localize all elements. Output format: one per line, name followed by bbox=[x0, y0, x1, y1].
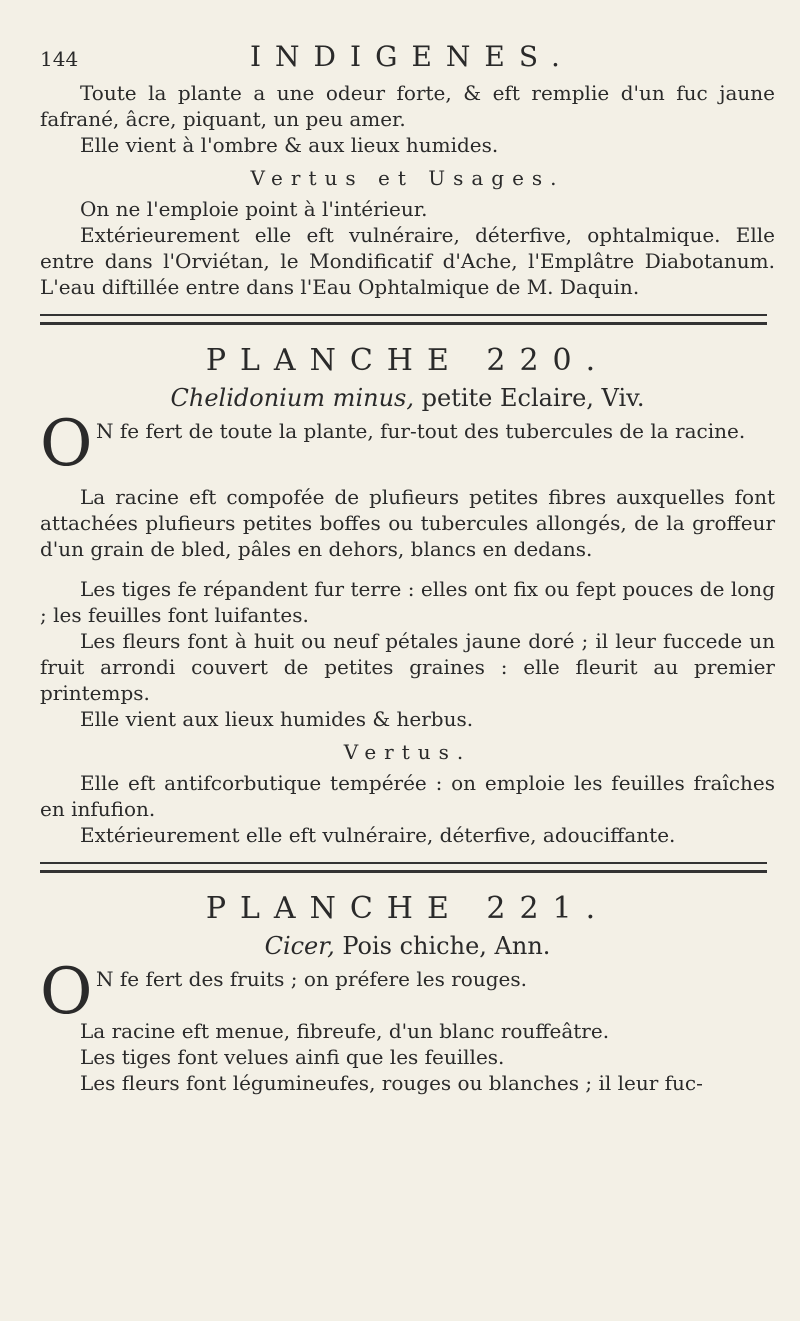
section-heading-vertus-usages: Vertus et Usages. bbox=[250, 166, 565, 190]
plate-220-common-name: petite Eclaire, Viv. bbox=[413, 384, 645, 412]
plate-220-paragraph-4: Les fleurs font à huit ou neuf pétales jaune doré ; il leur fuccede un fruit arrondi couvert de petites graines : elle fleurit au premier printemps. bbox=[40, 629, 775, 705]
page-header bbox=[40, 40, 775, 80]
intro-paragraph-2: Elle vient à l'ombre & aux lieux humides. bbox=[80, 133, 499, 157]
drop-cap: O bbox=[40, 407, 93, 481]
intro-paragraph-4: Extérieurement elle eft vulnéraire, déterfive, ophtalmique. Elle entre dans l'Orviétan, le Mondificatif d'Ache, l'Emplâtre Diabotanum. L'eau diftillée entre dans l'Eau Ophtalmique de M. Daquin. bbox=[40, 223, 775, 299]
plate-220-paragraph-5: Elle vient aux lieux humides & herbus. bbox=[80, 707, 474, 731]
plate-220-paragraph-6: Elle eft antifcorbutique tempérée : on emploie les feuilles fraîches en infufion. bbox=[40, 771, 775, 821]
intro-paragraph-1: Toute la plante a une odeur forte, & eft remplie d'un fuc jaune fafrané, âcre, piquant, un peu amer. bbox=[40, 81, 775, 131]
plate-220-paragraph-3: Les tiges fe répandent fur terre : elles ont fix ou fept pouces de long ; les feuilles font luifantes. bbox=[40, 577, 775, 627]
plate-220-paragraph-2: La racine eft compofée de plufieurs petites fibres auxquelles font attachées plufieurs petites boffes ou tubercules allongés, de la groffeur d'un grain de bled, pâles en dehors, blancs en dedans. bbox=[40, 485, 775, 561]
plate-221-title: PLANCHE 221. bbox=[205, 891, 610, 926]
plate-221-paragraph-1: N fe fert des fruits ; on préfere les rouges. bbox=[96, 967, 527, 991]
divider-rule bbox=[40, 314, 767, 325]
plate-220-title: PLANCHE 220. bbox=[205, 343, 610, 378]
intro-paragraph-3: On ne l'emploie point à l'intérieur. bbox=[80, 197, 428, 221]
page bbox=[40, 40, 775, 1290]
plate-221-paragraph-3: Les tiges font velues ainfi que les feuilles. bbox=[80, 1045, 505, 1069]
plate-221-paragraph-2: La racine eft menue, fibreufe, d'un blanc rouffeâtre. bbox=[80, 1019, 610, 1043]
plate-220-opening-paragraph bbox=[40, 407, 775, 481]
plate-220-name bbox=[40, 384, 775, 412]
plate-221-paragraph-4: Les fleurs font légumineufes, rouges ou blanches ; il leur fuc- bbox=[80, 1071, 703, 1095]
plate-220-paragraph-7: Extérieurement elle eft vulnéraire, déterfive, adouciffante. bbox=[80, 823, 676, 847]
plate-220-latin-name: Chelidonium minus, bbox=[170, 384, 414, 412]
plate-221-opening-paragraph bbox=[40, 955, 775, 1029]
plate-221-common-name: Pois chiche, Ann. bbox=[334, 932, 551, 960]
section-heading-vertus: Vertus. bbox=[343, 740, 472, 764]
plate-220-paragraph-1: N fe fert de toute la plante, fur-tout des tubercules de la racine. bbox=[96, 419, 746, 443]
running-title: INDIGENES. bbox=[250, 40, 574, 73]
drop-cap: O bbox=[40, 955, 93, 1029]
plate-221-name bbox=[40, 932, 775, 960]
plate-221-latin-name: Cicer, bbox=[264, 932, 335, 960]
page-number: 144 bbox=[40, 47, 79, 71]
divider-rule bbox=[40, 862, 767, 873]
